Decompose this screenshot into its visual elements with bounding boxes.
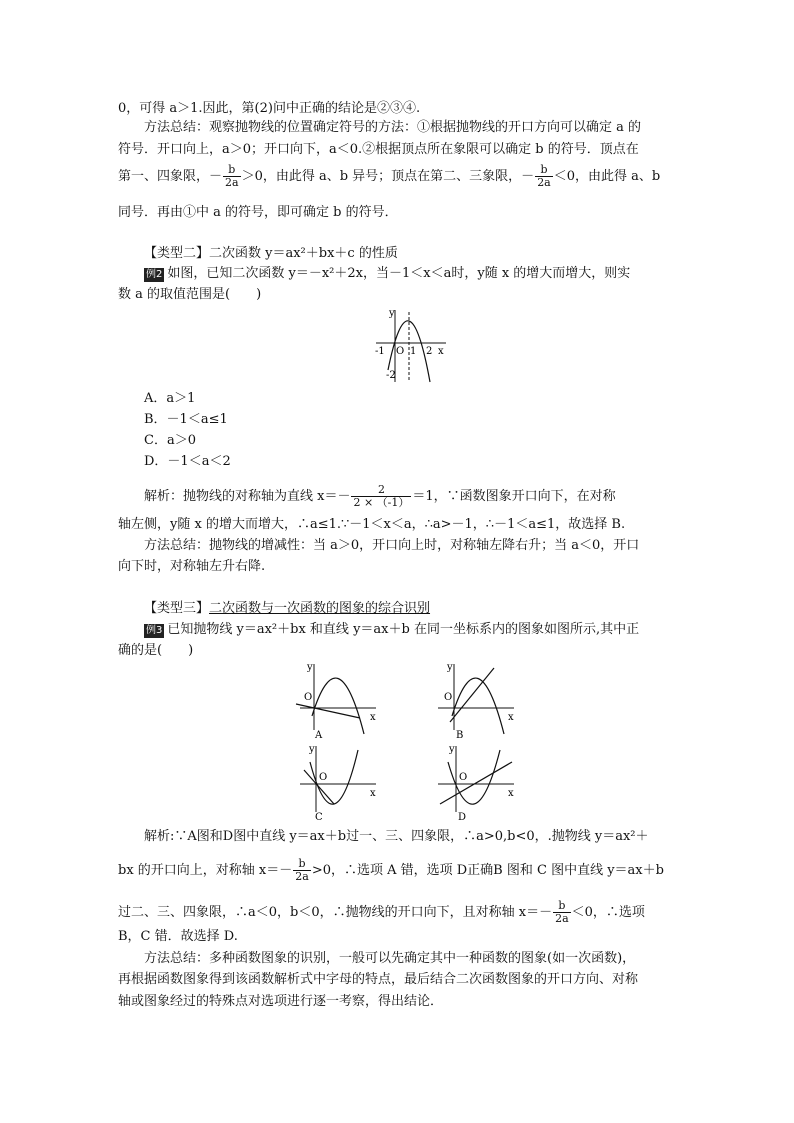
x-label: x: [370, 788, 376, 799]
text-segment: 过二、三、四象限，∴a＜0，b＜0，∴抛物线的开口向下，且对称轴 x＝－: [118, 905, 553, 920]
section-heading-type3: [144, 600, 430, 618]
solution-line: [118, 900, 645, 925]
figure-label: C: [315, 812, 323, 822]
text-segment: ＝1，∵函数图象开口向下，在对称: [412, 489, 616, 504]
fraction-numerator: 2: [351, 484, 411, 497]
x-label: x: [508, 788, 514, 799]
option-c: C．a＞0: [144, 433, 196, 448]
fraction-numerator: b: [535, 164, 553, 177]
text-segment: >0，∴选项 A 错，选项 D正确B 图和 C 图中直线 y＝ax＋b: [311, 863, 664, 878]
parabola-curve: [310, 750, 358, 804]
text-segment: ＞0，由此得 a、b 异号；顶点在第二、三象限，－: [241, 169, 535, 184]
text-line: 0，可得 a＞1.因此，第(2)问中正确的结论是②③④.: [118, 101, 421, 116]
y-label: y: [447, 662, 453, 673]
text-segment: 第一、四象限，－: [118, 169, 223, 184]
question-text: 确的是( ): [118, 643, 194, 658]
text-segment: ＜0，由此得 a、b: [553, 169, 661, 184]
heading-tag: 【类型三】: [144, 601, 210, 616]
fraction: [293, 858, 311, 883]
example-question: [144, 621, 639, 639]
straight-line: [296, 704, 360, 718]
fraction: [553, 900, 571, 925]
option-b: B．－1＜a≤1: [144, 412, 228, 427]
origin-label: O: [304, 692, 313, 703]
fraction-denominator: 2 × （-1）: [353, 496, 410, 509]
figure-a: [286, 660, 382, 740]
solution-line: 轴左侧，y随 x 的增大而增大，∴a≤1.∵－1＜x＜a，∴a>－1，∴－1＜a≤1，故选择 B.: [118, 517, 626, 532]
y-label: y: [449, 744, 455, 755]
fraction: [351, 484, 411, 509]
text-line: 同号．再由①中 a 的符号，即可确定 b 的符号．: [118, 205, 398, 220]
solution-line: [144, 484, 616, 509]
heading-title: 二次函数与一次函数的图象的综合识别: [209, 601, 431, 616]
text-line: 向下时，对称轴左升右降.: [118, 559, 266, 574]
example-badge: 例2: [146, 269, 163, 280]
option-d: D．－1＜a＜2: [144, 454, 231, 469]
origin-label: O: [396, 346, 405, 357]
method-summary: 方法总结：多种函数图象的识别，一般可以先确定其中一种函数的图象(如一次函数)，: [144, 951, 636, 966]
text-line: 轴或图象经过的特殊点对选项进行逐一考察，得出结论．: [118, 994, 444, 1009]
text-line: 符号．开口向上，a＞0；开口向下，a＜0.②根据顶点所在象限可以确定 b 的符号．顶点在: [118, 142, 639, 157]
figure-c: [286, 742, 382, 822]
method-summary: 方法总结：抛物线的增减性：当 a＞0，开口向上时，对称轴左降右升；当 a＜0，开口: [144, 538, 640, 553]
y-label: y: [307, 662, 313, 673]
solution-line: 解析:∵A图和D图中直线 y＝ax＋b过一、三、四象限，∴a>0,b<0，.抛物线 y＝ax²＋: [144, 829, 649, 844]
tick-label: 1: [410, 346, 417, 357]
fraction-numerator: b: [553, 900, 571, 913]
solution-line: [118, 858, 664, 883]
figure-b: [424, 660, 520, 740]
method-summary: 方法总结：观察抛物线的位置确定符号的方法：①根据抛物线的开口方向可以确定 a 的: [144, 120, 642, 135]
fraction-denominator: 2a: [295, 870, 309, 883]
straight-line: [440, 762, 512, 804]
fraction-numerator: b: [223, 164, 241, 177]
tick-label: -1: [375, 346, 385, 357]
solution-line: B，C 错．故选择 D.: [118, 929, 238, 944]
y-label: y: [389, 308, 395, 319]
text-line-with-fractions: [118, 164, 660, 189]
tick-label: -2: [386, 370, 396, 381]
fraction-denominator: 2a: [555, 912, 569, 925]
text-segment: bx 的开口向上，对称轴 x＝－: [118, 863, 293, 878]
x-label: x: [370, 712, 376, 723]
question-text: 数 a 的取值范围是( ): [118, 287, 262, 302]
figure-label: A: [315, 730, 323, 740]
text-segment: 解析：抛物线的对称轴为直线 x＝－: [144, 489, 351, 504]
text-segment: ＜0，∴选项: [571, 905, 645, 920]
fraction-numerator: b: [293, 858, 311, 871]
origin-label: O: [319, 772, 328, 783]
origin-label: O: [444, 692, 453, 703]
figure-d: [424, 742, 520, 822]
parabola-curve: [312, 678, 364, 734]
fraction-denominator: 2a: [537, 176, 551, 189]
tick-label: 2: [426, 346, 433, 357]
figure-label: D: [458, 812, 467, 822]
section-heading-type2: 【类型二】二次函数 y＝ax²＋bx＋c 的性质: [144, 246, 398, 261]
fraction: [223, 164, 241, 189]
y-label: y: [309, 744, 315, 755]
x-label: x: [508, 712, 514, 723]
straight-line: [450, 668, 494, 722]
question-text: 如图，已知二次函数 y＝－x²＋2x，当－1＜x＜a时，y随 x 的增大而增大，则实: [167, 266, 631, 281]
fraction: [535, 164, 553, 189]
figure-label: B: [456, 730, 464, 740]
origin-label: O: [459, 772, 468, 783]
example-question: [144, 265, 630, 283]
parabola-graph: [370, 306, 450, 384]
text-line: 再根据函数图象得到该函数解析式中字母的特点，最后结合二次函数图象的开口方向、对称: [118, 972, 639, 987]
example-badge: 例3: [146, 625, 163, 636]
option-a: A．a＞1: [144, 391, 196, 406]
fraction-denominator: 2a: [225, 176, 239, 189]
question-text: 已知抛物线 y＝ax²＋bx 和直线 y＝ax＋b 在同一坐标系内的图象如图所示,其中正: [167, 622, 640, 637]
parabola-curve: [452, 678, 504, 734]
x-label: x: [438, 346, 444, 357]
